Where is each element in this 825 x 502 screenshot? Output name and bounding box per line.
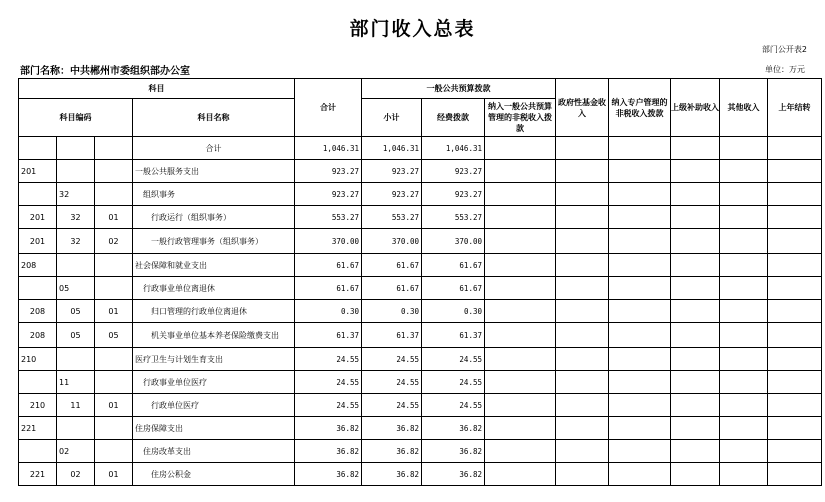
empty-cell	[720, 137, 768, 160]
code-2	[57, 160, 95, 183]
subtotal-cell: 36.82	[362, 440, 422, 463]
code-1: 208	[19, 300, 57, 323]
empty-cell	[671, 137, 720, 160]
subject-name: 一般公共服务支出	[133, 160, 295, 183]
empty-cell	[768, 160, 822, 183]
header-last-year: 上年结转	[768, 79, 822, 137]
empty-cell	[609, 183, 671, 206]
header-subject-code: 科目编码	[19, 99, 133, 137]
subject-name: 归口管理的行政单位离退休	[133, 300, 295, 323]
code-3	[95, 254, 133, 277]
header-total: 合计	[295, 79, 362, 137]
funding-cell: 36.82	[422, 417, 485, 440]
empty-cell	[768, 371, 822, 394]
code-2: 05	[57, 277, 95, 300]
table-row	[19, 371, 822, 394]
subject-name: 合计	[133, 137, 295, 160]
subject-name: 行政单位医疗	[133, 394, 295, 417]
table-row	[19, 206, 822, 229]
empty-cell	[720, 394, 768, 417]
subject-name: 行政事业单位离退休	[133, 277, 295, 300]
empty-cell	[768, 300, 822, 323]
table-row	[19, 254, 822, 277]
empty-cell	[556, 254, 609, 277]
subtotal-cell: 24.55	[362, 394, 422, 417]
empty-cell	[556, 137, 609, 160]
empty-cell	[671, 440, 720, 463]
department-line	[20, 62, 190, 77]
empty-cell	[768, 463, 822, 486]
subtotal-cell: 553.27	[362, 206, 422, 229]
empty-cell	[609, 300, 671, 323]
header-higher-subsidy: 上级补助收入	[671, 79, 720, 137]
code-2: 32	[57, 206, 95, 229]
subtotal-cell: 24.55	[362, 348, 422, 371]
code-3: 01	[95, 300, 133, 323]
empty-cell	[671, 371, 720, 394]
empty-cell	[485, 371, 556, 394]
department-name: 中共郴州市委组织部办公室	[70, 66, 190, 77]
subject-name: 住房改革支出	[133, 440, 295, 463]
empty-cell	[720, 277, 768, 300]
code-3: 01	[95, 463, 133, 486]
code-3: 02	[95, 229, 133, 254]
empty-cell	[609, 137, 671, 160]
empty-cell	[556, 160, 609, 183]
total-cell: 36.82	[295, 417, 362, 440]
total-cell: 0.30	[295, 300, 362, 323]
total-cell: 24.55	[295, 348, 362, 371]
total-cell: 553.27	[295, 206, 362, 229]
header-funding: 经费拨款	[422, 99, 485, 137]
funding-cell: 36.82	[422, 440, 485, 463]
code-3	[95, 417, 133, 440]
empty-cell	[609, 348, 671, 371]
funding-cell: 61.37	[422, 323, 485, 348]
empty-cell	[485, 440, 556, 463]
empty-cell	[485, 137, 556, 160]
empty-cell	[485, 229, 556, 254]
empty-cell	[556, 348, 609, 371]
empty-cell	[671, 323, 720, 348]
code-3	[95, 160, 133, 183]
funding-cell: 36.82	[422, 463, 485, 486]
header-other-income: 其他收入	[720, 79, 768, 137]
code-2: 02	[57, 440, 95, 463]
empty-cell	[720, 417, 768, 440]
subtotal-cell: 61.37	[362, 323, 422, 348]
funding-cell: 0.30	[422, 300, 485, 323]
total-cell: 36.82	[295, 440, 362, 463]
code-2: 02	[57, 463, 95, 486]
code-3: 01	[95, 206, 133, 229]
empty-cell	[720, 254, 768, 277]
empty-cell	[609, 254, 671, 277]
table-row	[19, 394, 822, 417]
subtotal-cell: 923.27	[362, 160, 422, 183]
code-2	[57, 348, 95, 371]
empty-cell	[720, 463, 768, 486]
empty-cell	[485, 183, 556, 206]
empty-cell	[720, 183, 768, 206]
income-table	[18, 78, 822, 486]
empty-cell	[720, 229, 768, 254]
empty-cell	[556, 417, 609, 440]
empty-cell	[485, 300, 556, 323]
empty-cell	[485, 394, 556, 417]
code-1: 221	[19, 417, 57, 440]
code-3	[95, 371, 133, 394]
subtotal-cell: 923.27	[362, 183, 422, 206]
code-2	[57, 417, 95, 440]
empty-cell	[609, 463, 671, 486]
subject-name: 行政事业单位医疗	[133, 371, 295, 394]
code-1: 201	[19, 160, 57, 183]
empty-cell	[768, 206, 822, 229]
empty-cell	[485, 160, 556, 183]
header-special-nontax: 纳入专户管理的非税收入拨款	[609, 79, 671, 137]
code-2: 05	[57, 300, 95, 323]
empty-cell	[609, 417, 671, 440]
empty-cell	[556, 183, 609, 206]
empty-cell	[671, 277, 720, 300]
table-row	[19, 137, 822, 160]
empty-cell	[609, 277, 671, 300]
total-cell: 61.37	[295, 323, 362, 348]
empty-cell	[768, 348, 822, 371]
subtotal-cell: 24.55	[362, 371, 422, 394]
empty-cell	[768, 440, 822, 463]
empty-cell	[720, 300, 768, 323]
empty-cell	[485, 417, 556, 440]
funding-cell: 24.55	[422, 371, 485, 394]
code-3	[95, 348, 133, 371]
empty-cell	[556, 277, 609, 300]
code-2: 11	[57, 371, 95, 394]
subtotal-cell: 0.30	[362, 300, 422, 323]
code-1	[19, 183, 57, 206]
code-2: 05	[57, 323, 95, 348]
empty-cell	[768, 137, 822, 160]
funding-cell: 24.55	[422, 348, 485, 371]
table-row	[19, 160, 822, 183]
funding-cell: 1,046.31	[422, 137, 485, 160]
empty-cell	[609, 394, 671, 417]
funding-cell: 24.55	[422, 394, 485, 417]
subject-name: 机关事业单位基本养老保险缴费支出	[133, 323, 295, 348]
subject-name: 医疗卫生与计划生育支出	[133, 348, 295, 371]
empty-cell	[671, 394, 720, 417]
code-1: 221	[19, 463, 57, 486]
empty-cell	[485, 323, 556, 348]
subtotal-cell: 1,046.31	[362, 137, 422, 160]
empty-cell	[671, 254, 720, 277]
empty-cell	[768, 277, 822, 300]
empty-cell	[609, 229, 671, 254]
empty-cell	[671, 463, 720, 486]
header-subject: 科目	[19, 79, 295, 99]
empty-cell	[556, 206, 609, 229]
code-3: 05	[95, 323, 133, 348]
empty-cell	[485, 463, 556, 486]
empty-cell	[768, 323, 822, 348]
unit-label: 单位：万元	[765, 65, 805, 74]
total-cell: 36.82	[295, 463, 362, 486]
empty-cell	[485, 206, 556, 229]
total-cell: 61.67	[295, 254, 362, 277]
empty-cell	[768, 229, 822, 254]
table-row	[19, 417, 822, 440]
subject-name: 住房公积金	[133, 463, 295, 486]
total-cell: 1,046.31	[295, 137, 362, 160]
code-3	[95, 440, 133, 463]
empty-cell	[609, 206, 671, 229]
code-3: 01	[95, 394, 133, 417]
code-1: 210	[19, 348, 57, 371]
table-row	[19, 440, 822, 463]
empty-cell	[609, 440, 671, 463]
empty-cell	[609, 323, 671, 348]
empty-cell	[485, 348, 556, 371]
total-cell: 24.55	[295, 394, 362, 417]
code-1	[19, 440, 57, 463]
empty-cell	[768, 417, 822, 440]
total-cell: 923.27	[295, 160, 362, 183]
empty-cell	[720, 348, 768, 371]
subject-name: 行政运行（组织事务）	[133, 206, 295, 229]
code-1: 208	[19, 323, 57, 348]
empty-cell	[671, 300, 720, 323]
empty-cell	[556, 229, 609, 254]
code-1: 210	[19, 394, 57, 417]
table-row	[19, 277, 822, 300]
code-1: 208	[19, 254, 57, 277]
code-2	[57, 254, 95, 277]
table-row	[19, 463, 822, 486]
empty-cell	[609, 160, 671, 183]
empty-cell	[720, 371, 768, 394]
subject-name: 社会保障和就业支出	[133, 254, 295, 277]
empty-cell	[671, 229, 720, 254]
subtotal-cell: 36.82	[362, 463, 422, 486]
total-cell: 61.67	[295, 277, 362, 300]
empty-cell	[671, 417, 720, 440]
empty-cell	[556, 371, 609, 394]
empty-cell	[671, 348, 720, 371]
empty-cell	[768, 394, 822, 417]
form-number: 部门公开表2	[761, 45, 807, 54]
subject-name: 住房保障支出	[133, 417, 295, 440]
table-row	[19, 183, 822, 206]
code-1: 201	[19, 229, 57, 254]
code-2: 11	[57, 394, 95, 417]
empty-cell	[556, 323, 609, 348]
total-cell: 370.00	[295, 229, 362, 254]
code-1	[19, 137, 57, 160]
code-3	[95, 277, 133, 300]
empty-cell	[556, 394, 609, 417]
table-body	[19, 137, 822, 486]
page-title: 部门收入总表	[349, 18, 476, 40]
funding-cell: 370.00	[422, 229, 485, 254]
subject-name: 组织事务	[133, 183, 295, 206]
code-3	[95, 183, 133, 206]
table-row	[19, 229, 822, 254]
subtotal-cell: 61.67	[362, 254, 422, 277]
subtotal-cell: 61.67	[362, 277, 422, 300]
header-special-fund: 纳入一般公共预算管理的非税收入拨款	[485, 99, 556, 137]
header-subject-name: 科目名称	[133, 99, 295, 137]
subject-name: 一般行政管理事务（组织事务）	[133, 229, 295, 254]
table-row	[19, 300, 822, 323]
code-2: 32	[57, 229, 95, 254]
code-1	[19, 277, 57, 300]
empty-cell	[671, 183, 720, 206]
empty-cell	[768, 254, 822, 277]
empty-cell	[609, 371, 671, 394]
empty-cell	[720, 206, 768, 229]
total-cell: 923.27	[295, 183, 362, 206]
empty-cell	[720, 440, 768, 463]
header-general-budget: 一般公共预算拨款	[362, 79, 556, 99]
subtotal-cell: 36.82	[362, 417, 422, 440]
empty-cell	[720, 160, 768, 183]
empty-cell	[556, 300, 609, 323]
funding-cell: 553.27	[422, 206, 485, 229]
funding-cell: 61.67	[422, 277, 485, 300]
empty-cell	[485, 254, 556, 277]
table-row	[19, 348, 822, 371]
table-row	[19, 323, 822, 348]
empty-cell	[720, 323, 768, 348]
code-1	[19, 371, 57, 394]
funding-cell: 923.27	[422, 183, 485, 206]
header-gov-fund: 政府性基金收入	[556, 79, 609, 137]
code-1: 201	[19, 206, 57, 229]
code-2	[57, 137, 95, 160]
code-2: 32	[57, 183, 95, 206]
empty-cell	[671, 160, 720, 183]
header-subtotal: 小计	[362, 99, 422, 137]
funding-cell: 61.67	[422, 254, 485, 277]
funding-cell: 923.27	[422, 160, 485, 183]
code-3	[95, 137, 133, 160]
empty-cell	[485, 277, 556, 300]
empty-cell	[671, 206, 720, 229]
empty-cell	[768, 183, 822, 206]
empty-cell	[556, 463, 609, 486]
total-cell: 24.55	[295, 371, 362, 394]
subtotal-cell: 370.00	[362, 229, 422, 254]
department-label: 部门名称：	[20, 66, 70, 77]
empty-cell	[556, 440, 609, 463]
